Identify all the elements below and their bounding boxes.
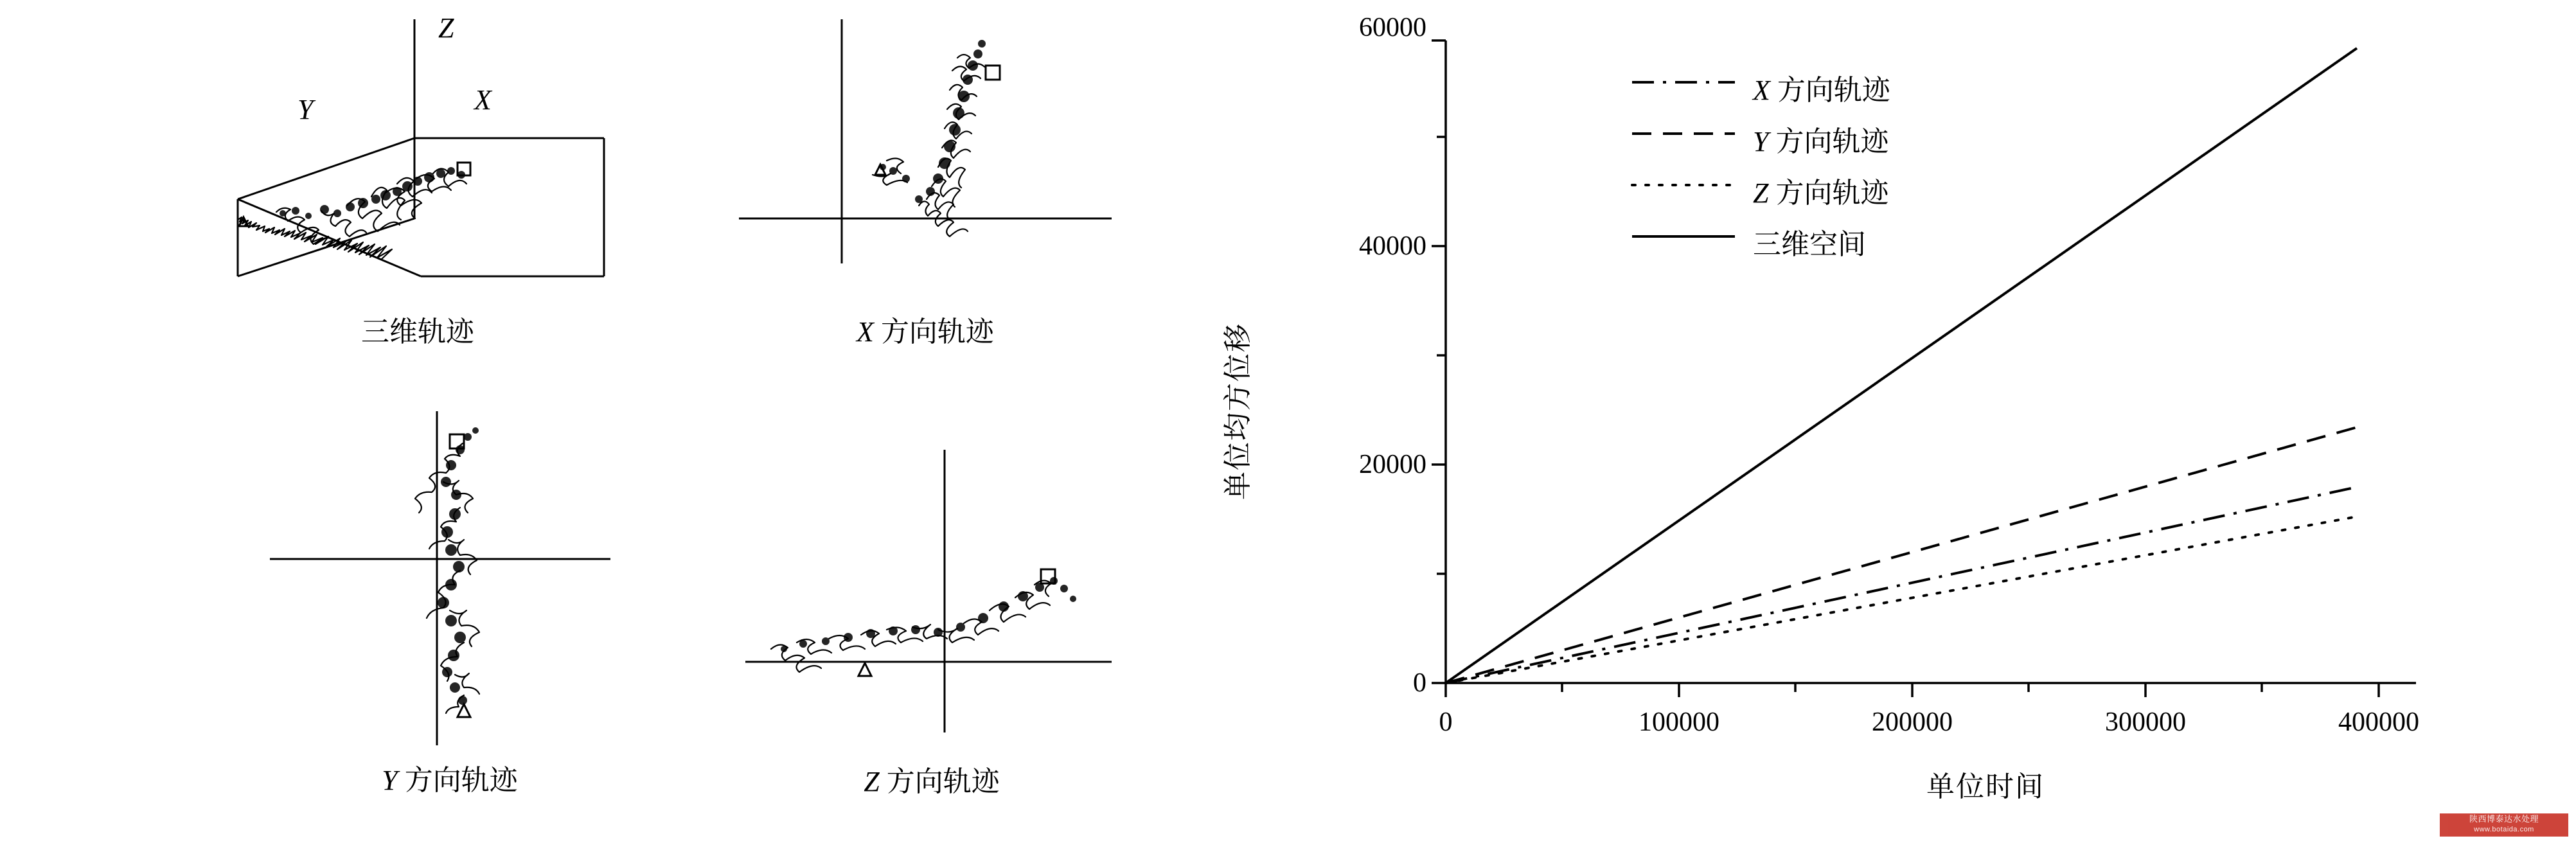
legend-label-x: X 方向轨迹 <box>1753 75 1890 106</box>
series-line-z <box>1446 517 2357 683</box>
start-marker-triangle <box>457 704 470 717</box>
subfigure-caption-three-d: 三维轨迹 <box>361 316 474 348</box>
legend-label-z: Z 方向轨迹 <box>1753 177 1889 209</box>
x-axis-label: 单位时间 <box>1926 771 2045 803</box>
x-tick-label-200000: 200000 <box>1872 707 1953 737</box>
y-trajectory-plot <box>251 398 649 797</box>
x-tick-label-100000: 100000 <box>1639 707 1719 737</box>
y-tick-label-0: 0 <box>1413 668 1426 698</box>
chart-plot-area <box>1221 0 2576 843</box>
watermark-line-1: 陕西博泰达水处理 <box>2469 814 2539 824</box>
subfigure-caption-y: Y 方向轨迹 <box>382 765 518 796</box>
x-tick-label-300000: 300000 <box>2105 707 2186 737</box>
subfigure-three-d-trajectory <box>193 6 643 348</box>
legend-label-y: Y 方向轨迹 <box>1753 126 1889 157</box>
watermark-badge <box>2440 813 2568 837</box>
subfigure-z-trajectory <box>733 437 1131 797</box>
subfigure-caption-z: Z 方向轨迹 <box>864 766 1000 797</box>
subfigure-caption-x: X 方向轨迹 <box>857 316 994 348</box>
trajectory-figures-panel <box>0 0 1221 843</box>
y-tick-label-40000: 40000 <box>1359 231 1426 261</box>
axis-label-y: Y <box>298 94 314 125</box>
series-line-3d-space <box>1446 48 2357 683</box>
y-axis-label: 单位均方位移 <box>1222 323 1254 500</box>
x-tick-label-400000: 400000 <box>2338 707 2419 737</box>
msd-line-chart-panel <box>1221 0 2576 843</box>
subfigure-x-trajectory <box>726 6 1124 348</box>
end-marker-square <box>986 66 1000 80</box>
series-line-x <box>1446 487 2357 683</box>
start-marker-triangle <box>858 663 871 676</box>
y-tick-label-60000: 60000 <box>1359 13 1426 42</box>
series-line-y <box>1446 427 2357 683</box>
axis-label-z: Z <box>438 12 454 44</box>
legend-label-3d-space: 三维空间 <box>1753 229 1866 260</box>
subfigure-y-trajectory <box>251 398 649 797</box>
three-d-trajectory-plot <box>193 6 643 341</box>
x-tick-label-0: 0 <box>1439 707 1453 737</box>
z-trajectory-plot <box>733 437 1131 797</box>
axis-label-x: X <box>474 84 492 116</box>
watermark-line-2: www.botaida.com <box>2474 826 2534 833</box>
y-tick-label-20000: 20000 <box>1359 450 1426 479</box>
x-trajectory-plot <box>726 6 1124 341</box>
